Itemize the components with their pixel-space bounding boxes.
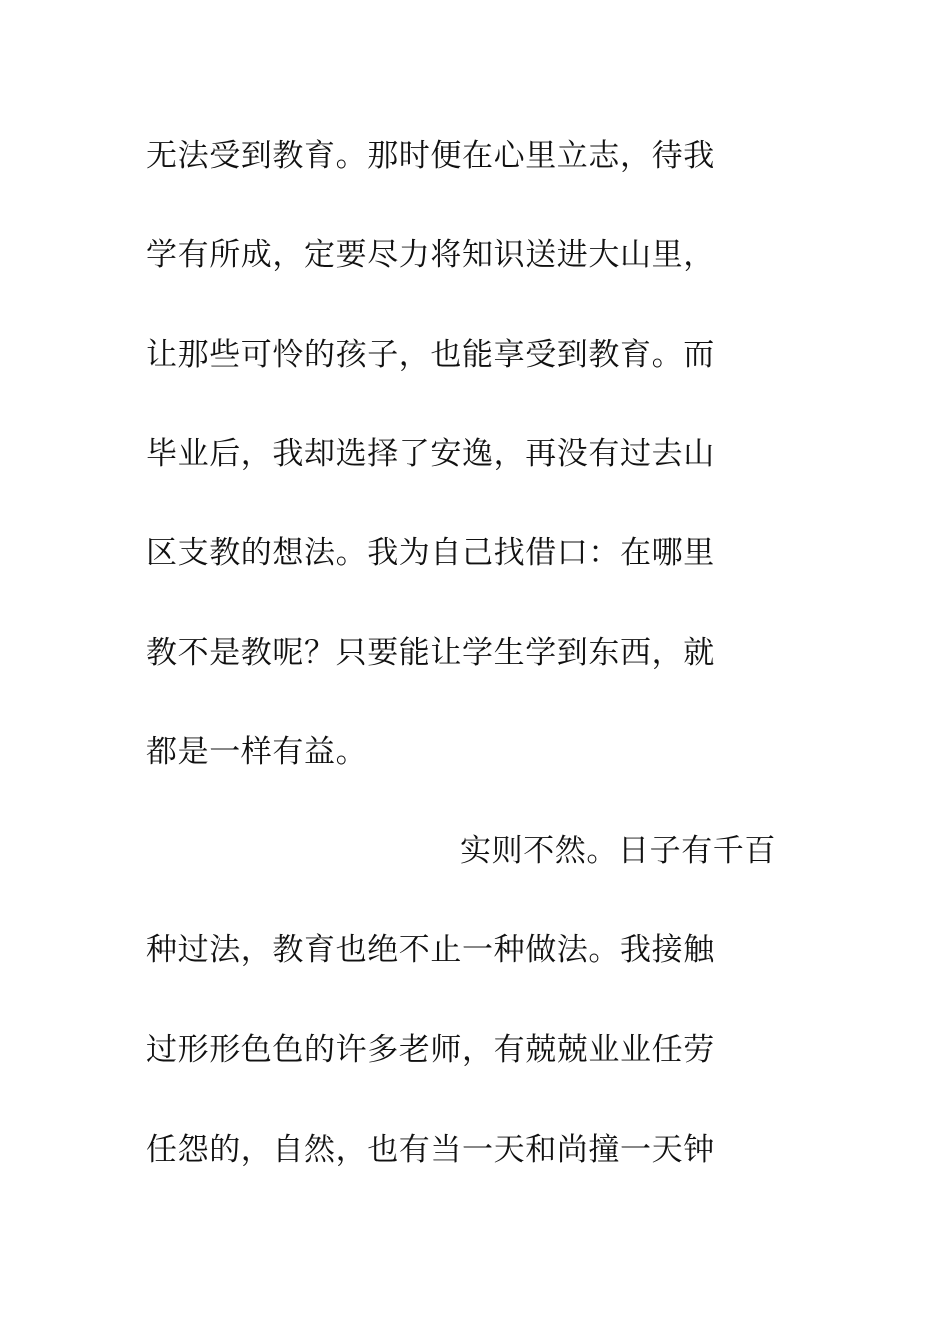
text-line: 任怨的，自然，也有当一天和尚撞一天钟 (146, 1132, 715, 1168)
text-line: 无法受到教育。那时便在心里立志，待我 (146, 138, 715, 174)
text-line: 过形形色色的许多老师，有兢兢业业任劳 (146, 1032, 715, 1068)
text-line-right-aligned: 实则不然。日子有千百 (460, 833, 776, 869)
text-line: 让那些可怜的孩子，也能享受到教育。而 (146, 337, 715, 373)
text-line: 都是一样有益。 (146, 734, 368, 770)
text-line: 区支教的想法。我为自己找借口：在哪里 (146, 535, 715, 571)
text-line: 毕业后，我却选择了安逸，再没有过去山 (146, 436, 715, 472)
text-line: 学有所成，定要尽力将知识送进大山里， (146, 237, 715, 273)
text-line: 教不是教呢？只要能让学生学到东西，就 (146, 635, 715, 671)
text-line: 种过法，教育也绝不止一种做法。我接触 (146, 932, 715, 968)
